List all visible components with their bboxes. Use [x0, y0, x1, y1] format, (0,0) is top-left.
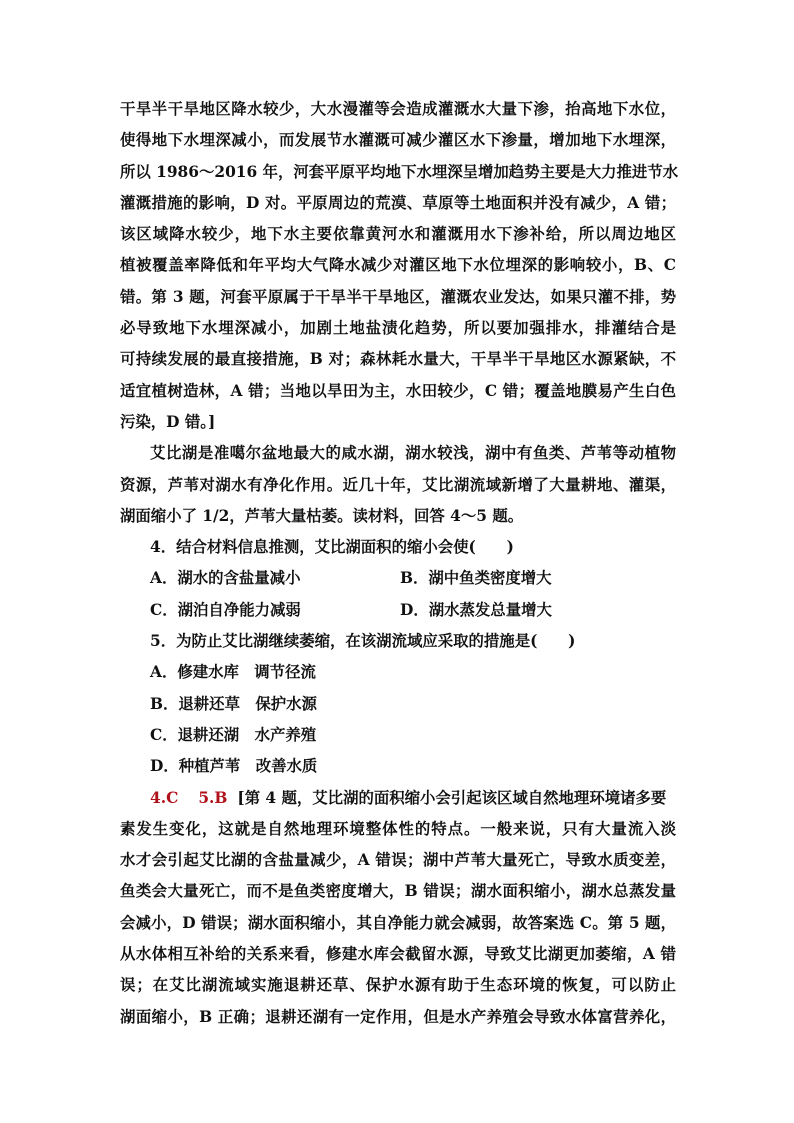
text-line: 湖面缩小了 1/2，芦苇大量枯萎。读材料，回答 4～5 题。	[120, 506, 524, 525]
text-line: 污染，D 错。]	[120, 412, 216, 431]
option-d: D．种植芦苇 改善水质	[150, 757, 318, 776]
text-line: 使得地下水埋深减小，而发展节水灌溉可减少灌区水下渗量，增加地下水埋深，	[120, 131, 676, 150]
explanation-bottom	[120, 783, 676, 1033]
text-line: 干旱半干旱地区降水较少，大水漫灌等会造成灌溉水大量下渗，抬高地下水位，	[120, 100, 676, 118]
text-line: 从水体相互补给的关系来看，修建水库会截留水源，导致艾比湖更加萎缩，A 错	[120, 945, 676, 964]
options-row	[120, 563, 676, 594]
option-a: A．湖水的含盐量减小	[150, 569, 301, 588]
text-line: 可持续发展的最直接措施，B 对；森林耗水量大，干旱半干旱地区水源紧缺，不	[120, 350, 676, 369]
text-line: [第 4 题，艾比湖的面积缩小会引起该区域自然地理环境诸多要	[237, 788, 667, 807]
text-line: 素发生变化，这就是自然地理环境整体性的特点。一般来说，只有大量流入淡	[120, 819, 676, 838]
text-line: 水才会引起艾比湖的含盐量减少，A 错误；湖中芦苇大量死亡，导致水质变差，	[120, 851, 676, 870]
answer-5: 5.B	[198, 788, 228, 807]
text-line: 适宜植树造林，A 错；当地以旱田为主，水田较少，C 错；覆盖地膜易产生白色	[120, 381, 676, 400]
text-line: 鱼类会大量死亡，而不是鱼类密度增大，B 错误；湖水面积缩小，湖水总蒸发量	[120, 882, 676, 901]
answer-line	[120, 783, 676, 814]
option-b: B．退耕还草 保护水源	[150, 694, 317, 713]
answer-4: 4.C	[150, 788, 179, 807]
question-stem: 5．为防止艾比湖继续萎缩，在该湖流域应采取的措施是( )	[150, 632, 576, 651]
option-b: B．湖中鱼类密度增大	[400, 569, 552, 588]
text-line: 资源，芦苇对湖水有净化作用。近几十年，艾比湖流域新增了大量耕地、灌渠，	[120, 475, 676, 494]
material-paragraph	[120, 438, 676, 532]
text-line: 误；在艾比湖流域实施退耕还草、保护水源有助于生态环境的恢复，可以防止	[120, 976, 676, 995]
text-line: 灌溉措施的影响，D 对。平原周边的荒漠、草原等土地面积并没有减少，A 错；	[120, 193, 676, 212]
options-row	[120, 595, 676, 626]
text-line: 错。第 3 题，河套平原属于干旱半干旱地区，灌溉农业发达，如果只灌不排，势	[120, 287, 676, 306]
option-d: D．湖水蒸发总量增大	[400, 600, 552, 619]
text-line: 会减小，D 错误；湖水面积缩小，其自净能力就会减弱，故答案选 C。第 5 题，	[120, 913, 676, 932]
question-4	[120, 532, 676, 626]
text-line: 植被覆盖率降低和年平均大气降水减少对灌区地下水位埋深的影响较小，B、C	[120, 256, 676, 275]
question-stem: 4．结合材料信息推测，艾比湖面积的缩小会使( )	[150, 538, 514, 557]
document-body	[120, 94, 679, 1033]
text-line: 该区域降水较少，地下水主要依靠黄河水和灌溉用水下渗补给，所以周边地区	[120, 225, 676, 244]
option-a: A．修建水库 调节径流	[150, 663, 316, 682]
text-line: 艾比湖是准噶尔盆地最大的咸水湖，湖水较浅，湖中有鱼类、芦苇等动植物	[150, 444, 676, 463]
question-5	[120, 626, 676, 782]
explanation-top	[120, 94, 679, 438]
text-line: 湖面缩小，B 正确；退耕还湖有一定作用，但是水产养殖会导致水体富营养化，	[120, 1007, 676, 1026]
option-c: C．退耕还湖 水产养殖	[150, 725, 317, 744]
option-c: C．湖泊自净能力减弱	[150, 600, 301, 619]
text-line: 必导致地下水埋深减小，加剧土地盐渍化趋势，所以要加强排水，排灌结合是	[120, 319, 676, 338]
text-line: 所以 1986～2016 年，河套平原平均地下水埋深呈增加趋势主要是大力推进节水	[120, 162, 679, 181]
